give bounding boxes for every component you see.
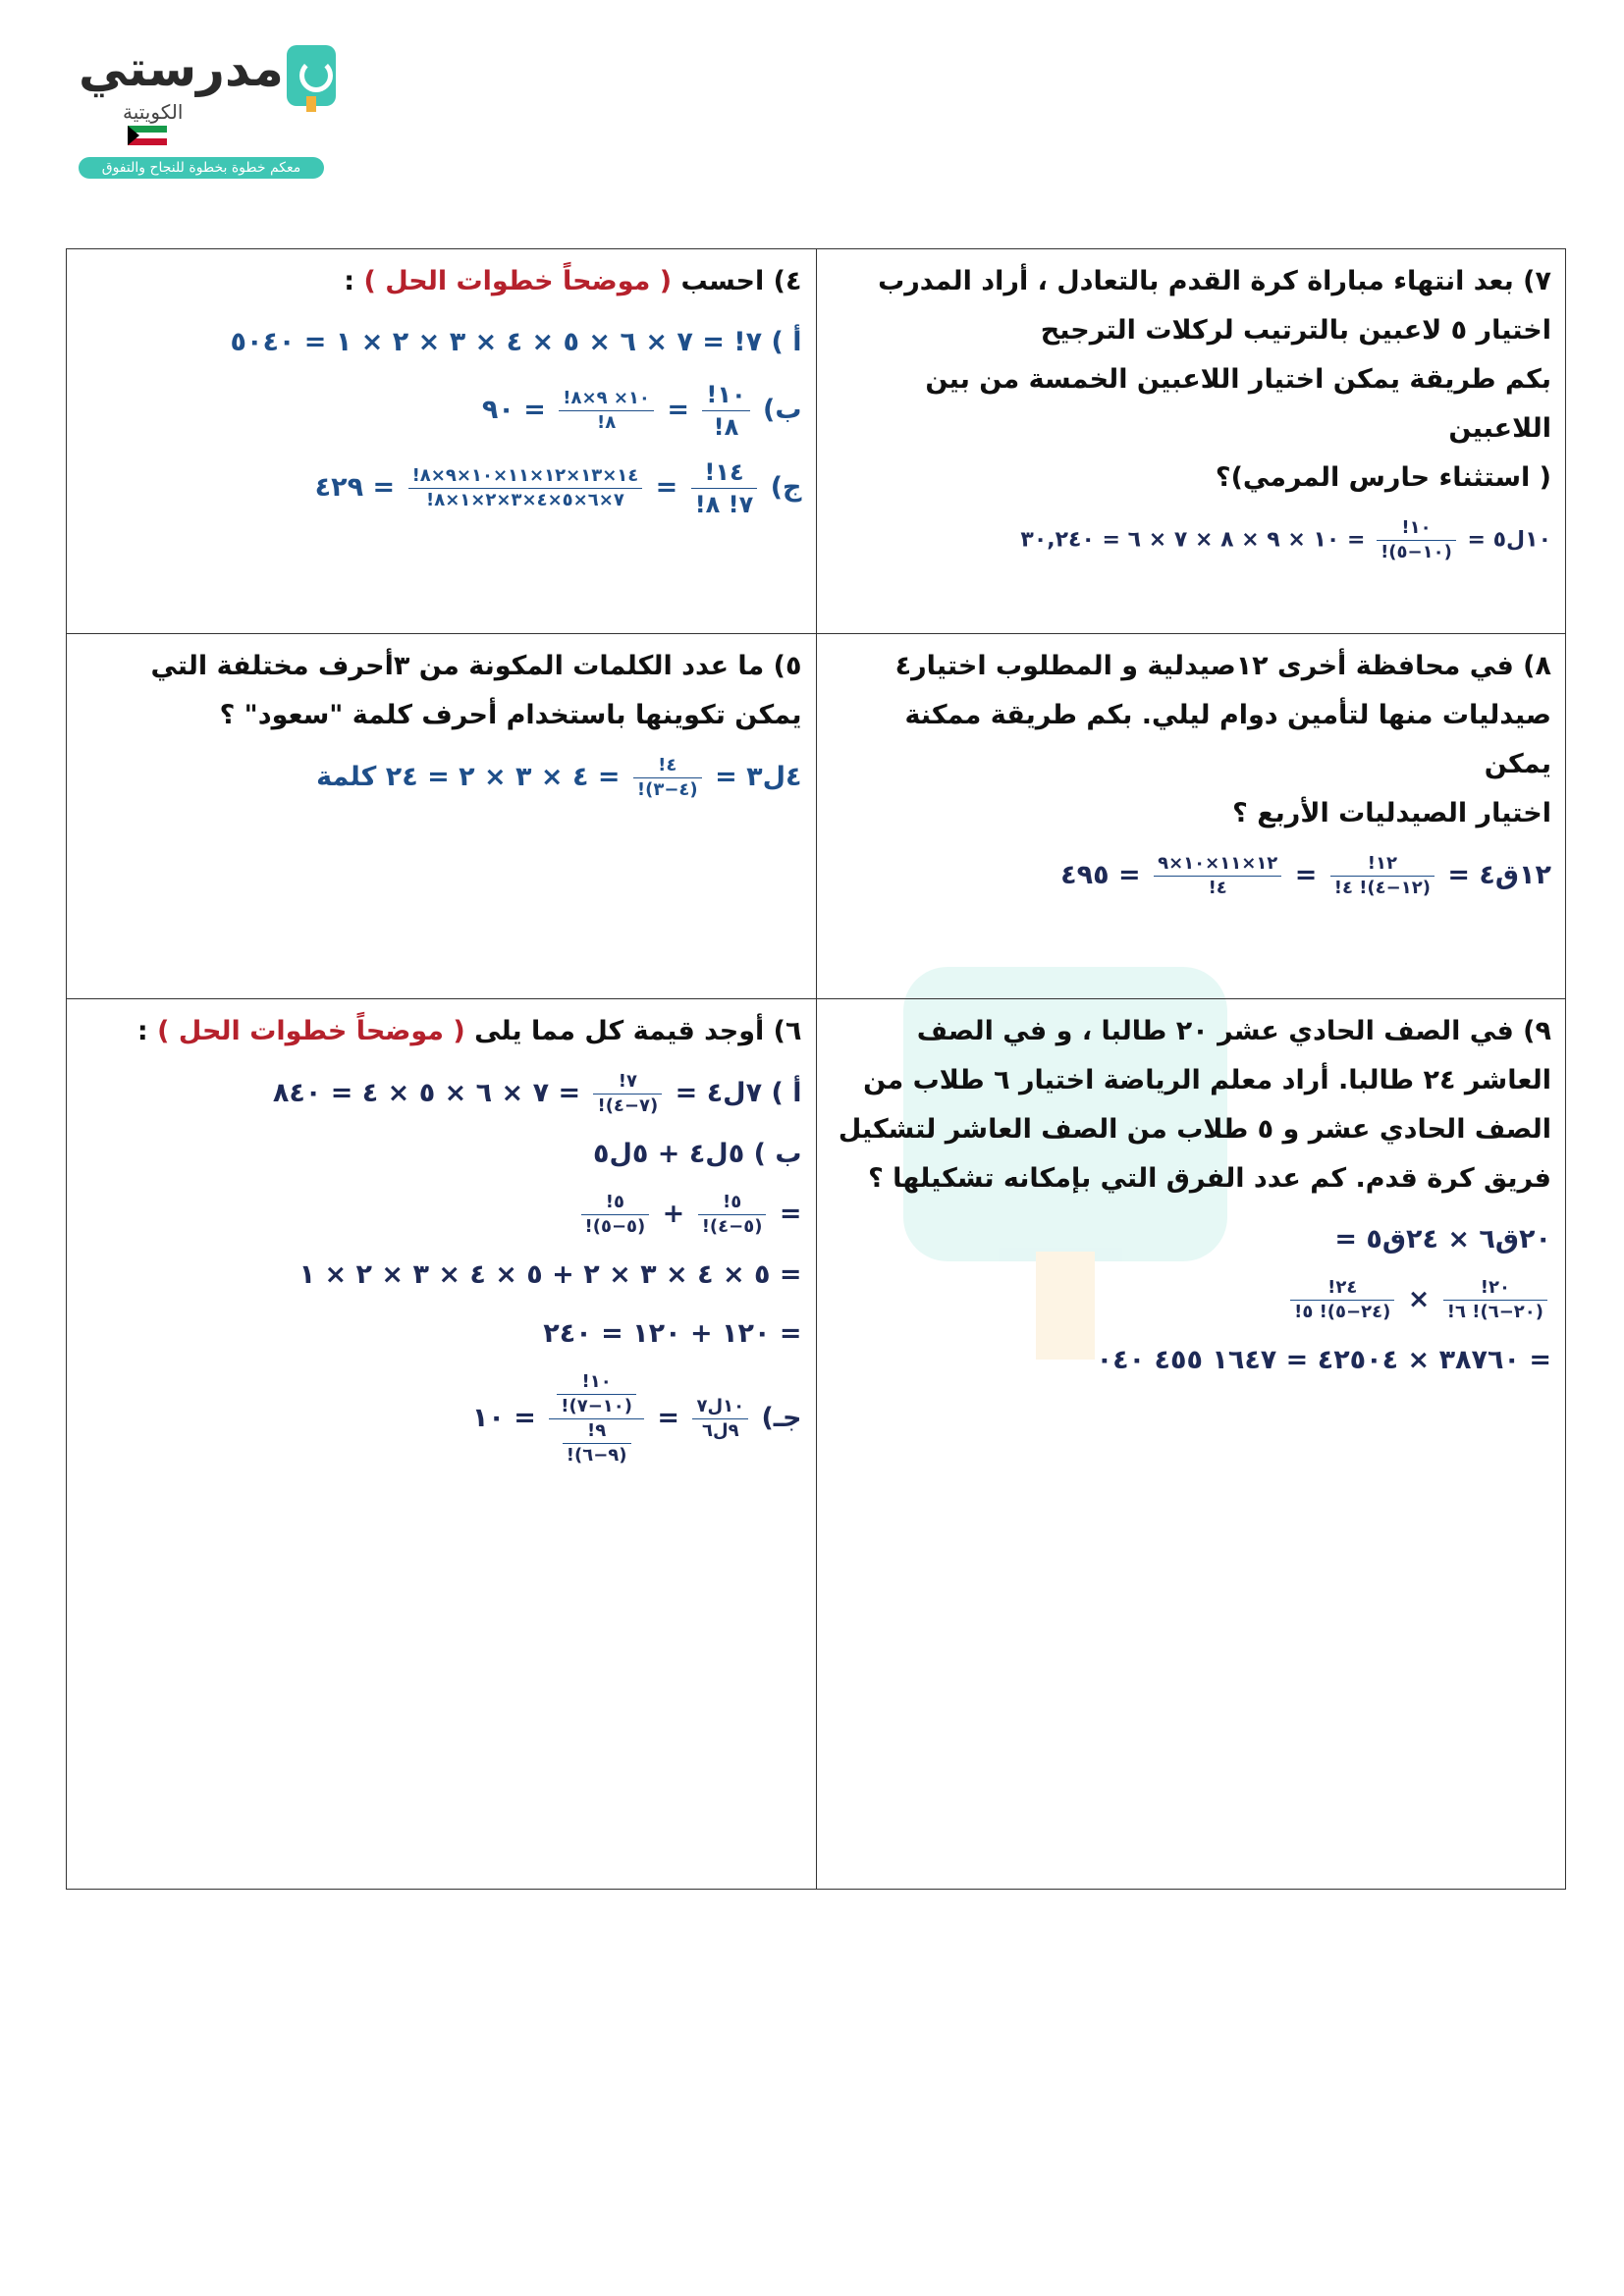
cell-q8 [816,634,1566,999]
q4-b-frac1: $\frac{١٠!}{٨!}$ [702,379,749,443]
q6-b-frac1: $\frac{٥!}{(٥-٤)!}$ [698,1191,767,1239]
q8-frac2: $\frac{١٢\times ١١\times ١٠\times ٩}{٤!}$ [1154,852,1281,900]
q7-line2: اختيار ٥ لاعبين بالترتيب لركلات الترجيح [1040,315,1551,346]
q4-title-hint: ( موضحاً خطوات الحل ) [363,266,673,296]
q8-line2: صيدليات منها لتأمين دوام ليلي. بكم طريقة ممكنة يمكن [904,700,1551,779]
q6-a-frac: $\frac{٧!}{(٧-٤)!}$ [593,1070,662,1118]
q6-b-frac2: $\frac{٥!}{(٥-٥)!}$ [581,1191,650,1239]
q9-frac2: $\frac{٢٤!}{(٢٤-٥)! ٥!}$ [1290,1276,1394,1324]
q7-line4: ( استثناء حارس المرمي)؟ [1215,462,1551,493]
q4-title: ٤) احسب [680,266,802,296]
logo-mark-icon [287,45,336,106]
logo-tagline: معكم خطوة بخطوة للنجاح والتفوق [79,157,324,179]
q5-line1: ٥) ما عدد الكلمات المكونة من ٣أحرف مختلفة التي [150,651,802,681]
q9-line2: العاشر ٢٤ طالبا. أراد معلم الرياضة اختيار ٦ طلاب من [863,1065,1551,1095]
q4-c-frac1: $\frac{١٤!}{٧! ٨!}$ [691,456,758,520]
q4-c-label: ج) [770,472,802,503]
q8-line1: ٨) في محافظة أخرى ١٢صيدلية و المطلوب اختيار٤ [894,651,1551,681]
q4-part-c: ج) $\frac{١٤!}{٧! ٨!}$ = $\frac{١٤\times ١٣\times ١٢\times ١١\times ١٠\times ٩\times ٨!}{٧\times ٦\times ٥\times ٤\times ٣\times ٢\times ١\times ٨!}$ = ٤٢٩ [314,458,802,518]
logo-subtitle: الكويتية [123,100,184,124]
q6-part-b-label: ب ) ٥ل٤ + ٥ل٥ [592,1139,802,1169]
q4-b-result: = ٩٠ [481,395,546,425]
q7-line3: بكم طريقة يمكن اختيار اللاعبين الخمسة من بين اللاعبين [925,364,1551,444]
q5-solution: ٤ل٣ = $\frac{٤!}{(٤-٣)!}$ = ٤ × ٣ × ٢ = ٢٤ كلمة [316,755,802,800]
q9-line1: ٩) في الصف الحادي عشر ٢٠ طالبا ، و في الصف [916,1016,1551,1046]
q4-title-colon: : [344,266,355,296]
cell-q6 [67,999,817,1890]
q6-title-colon: : [136,1016,148,1046]
q6-c-compound-frac: $\frac{\frac{١٠!}{(١٠-٧)!}}{\frac{٩!}{(٩-٦)!}}$ [549,1370,644,1468]
exercise-grid [66,248,1566,1890]
kuwait-flag-icon [128,126,167,145]
q6-part-b-step3: = ١٢٠ + ١٢٠ = ٢٤٠ [543,1318,802,1349]
q6-title: ٦) أوجد قيمة كل مما يلى [474,1016,802,1046]
q4-b-frac2: $\frac{١٠\times ٩\times ٨!}{٨!}$ [559,387,654,435]
q9-frac1: $\frac{٢٠!}{(٢٠-٦)! ٦!}$ [1443,1276,1547,1324]
q7-line1: ٧) بعد انتهاء مباراة كرة القدم بالتعادل ، أراد المدرب [878,266,1551,296]
cell-q4 [67,249,817,634]
q4-c-frac2: $\frac{١٤\times ١٣\times ١٢\times ١١\times ١٠\times ٩\times ٨!}{٧\times ٦\times ٥\times ٤\times ٣\times ٢\times ١\times ٨!}$ [408,464,643,512]
q7-solution: ١٠ل٥ = $\frac{١٠!}{(١٠-٥)!}$ = ١٠ × ٩ × ٨ × ٧ × ٦ = ٣٠,٢٤٠ [1020,517,1551,562]
logo [79,39,334,176]
q6-title-hint: ( موضحاً خطوات الحل ) [157,1016,465,1046]
cell-q9 [816,999,1566,1890]
q6-part-b-step2: = ٥ × ٤ × ٣ × ٢ + ٥ × ٤ × ٣ × ٢ × ١ [298,1259,802,1290]
q6-part-c: جـ) $\frac{\text{١٠ل٧}}{\text{٩ل٦}}$ = $\frac{\frac{١٠!}{(١٠-٧)!}}{\frac{٩!}{(٩-٦)!}}$ = ١٠ [471,1371,802,1466]
q6-part-b-step1: = $\frac{٥!}{(٥-٤)!}$ + $\frac{٥!}{(٥-٥)!}$ [81,1191,802,1239]
q4-part-a: أ ) ٧! = ٧ × ٦ × ٥ × ٤ × ٣ × ٢ × ١ = ٥٠٤٠ [230,327,802,357]
q9-solution-3: = ٣٨٧٦٠ × ٤٢٥٠٤ = ١٦٤٧ ٤٥٥ ٠٤٠ [1096,1345,1551,1375]
q9-solution-2: $\frac{٢٠!}{(٢٠-٦)! ٦!}$ × $\frac{٢٤!}{(٢٤-٥)! ٥!}$ [831,1276,1552,1324]
q7-frac: $\frac{١٠!}{(١٠-٥)!}$ [1377,516,1456,564]
q4-c-result: = ٤٢٩ [314,472,396,503]
cell-q5 [67,634,817,999]
logo-text: مدرستي [79,40,284,97]
q4-b-label: ب) [763,395,802,425]
q6-c-lhs: $\frac{\text{١٠ل٧}}{\text{٩ل٦}}$ [692,1395,748,1443]
q5-frac: $\frac{٤!}{(٤-٣)!}$ [633,754,702,802]
q6-part-a: أ ) ٧ل٤ = $\frac{٧!}{(٧-٤)!}$ = ٧ × ٦ × ٥ × ٤ = ٨٤٠ [272,1071,802,1116]
q4-part-b: ب) $\frac{١٠!}{٨!}$ = $\frac{١٠\times ٩\times ٨!}{٨!}$ = ٩٠ [481,381,802,441]
cell-q7 [816,249,1566,634]
q5-line2: يمكن تكوينها باستخدام أحرف كلمة "سعود" ؟ [219,700,802,730]
q8-line3: اختيار الصيدليات الأربع ؟ [1232,798,1551,828]
q8-solution: ١٢ق٤ = $\frac{١٢!}{(١٢-٤)! ٤!}$ = $\frac{١٢\times ١١\times ١٠\times ٩}{٤!}$ = ٤٩٥ [1060,853,1551,898]
q9-solution-1: ٢٠ق٦ × ٢٤ق٥ = [1334,1224,1551,1255]
q9-line3: الصف الحادي عشر و ٥ طلاب من الصف العاشر لتشكيل [838,1114,1551,1145]
q8-frac1: $\frac{١٢!}{(١٢-٤)! ٤!}$ [1330,852,1435,900]
q9-line4: فريق كرة قدم. كم عدد الفرق التي بإمكانه تشكيلها ؟ [868,1163,1551,1194]
